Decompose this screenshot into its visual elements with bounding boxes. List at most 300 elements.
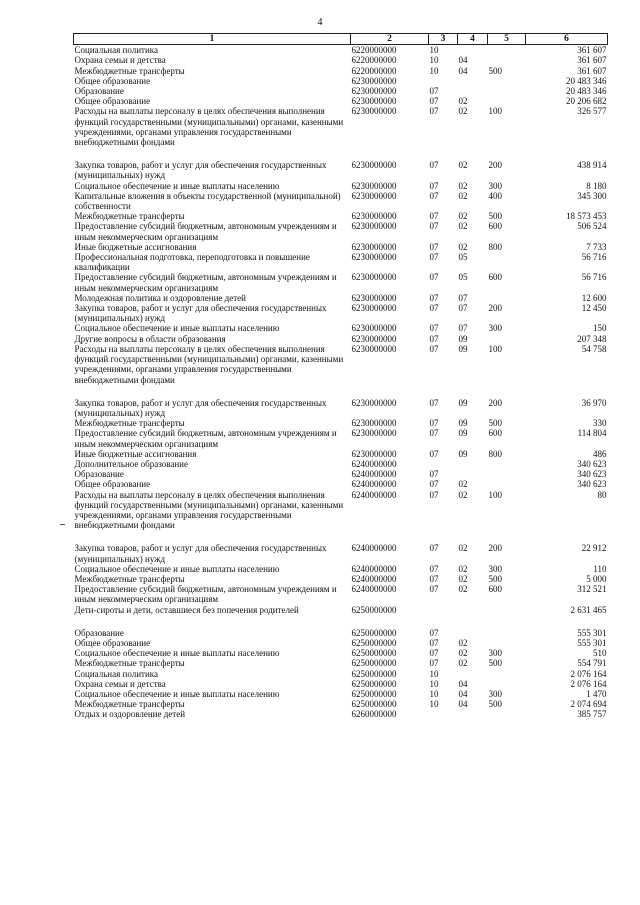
row-section: 10 bbox=[429, 55, 439, 66]
table-row bbox=[74, 574, 608, 584]
row-type: 300 bbox=[488, 688, 502, 699]
table-row bbox=[74, 242, 608, 252]
row-amount: 2 631 465 bbox=[570, 604, 607, 615]
table-row bbox=[74, 449, 608, 459]
row-name: Расходы на выплаты персоналу в целях обеспечения выполнения функций государственными (муниципальными) органами, казенными учреждениями, органами управления государственными внебюджетными фондами bbox=[74, 106, 344, 148]
row-amount: 7 733 bbox=[586, 241, 607, 252]
row-code: 6230000000 bbox=[351, 292, 397, 303]
row-code: 6240000000 bbox=[351, 584, 397, 595]
table-row bbox=[74, 293, 608, 303]
row-name: Социальное обеспечение и иные выплаты населению bbox=[74, 323, 280, 334]
table-row bbox=[74, 181, 608, 191]
table-row bbox=[74, 709, 608, 719]
row-name: Закупка товаров, работ и услуг для обеспечения государственных (муниципальных) нужд bbox=[74, 160, 327, 181]
row-name: Социальное обеспечение и иные выплаты населению bbox=[74, 563, 280, 574]
table-row bbox=[74, 628, 608, 638]
row-amount: 385 757 bbox=[577, 709, 607, 720]
row-name: Межбюджетные трансферты bbox=[74, 699, 185, 710]
row-name: Образование bbox=[74, 469, 124, 480]
row-name: Образование bbox=[74, 86, 124, 97]
table-row bbox=[74, 191, 608, 211]
row-subsection: 04 bbox=[458, 699, 468, 710]
row-name: Дополнительное образование bbox=[74, 458, 188, 469]
row-name: Социальная политика bbox=[74, 45, 158, 56]
row-code: 6230000000 bbox=[351, 333, 397, 344]
row-amount: 340 623 bbox=[577, 458, 607, 469]
row-subsection: 09 bbox=[458, 418, 468, 429]
table-row bbox=[74, 648, 608, 658]
row-code: 6240000000 bbox=[351, 458, 397, 469]
row-amount: 506 524 bbox=[577, 221, 607, 232]
table-row bbox=[74, 479, 608, 489]
row-subsection bbox=[458, 709, 488, 719]
row-subsection bbox=[458, 605, 488, 615]
table-row bbox=[74, 490, 608, 531]
row-name: Социальное обеспечение и иные выплаты населению bbox=[74, 688, 280, 699]
row-name: Общее образование bbox=[74, 637, 151, 648]
table-row bbox=[74, 272, 608, 292]
table-row bbox=[74, 96, 608, 106]
row-spacer bbox=[74, 530, 608, 543]
column-header-subsection: 4 bbox=[458, 34, 488, 45]
row-section: 07 bbox=[429, 658, 439, 669]
row-subsection: 09 bbox=[458, 343, 468, 354]
row-type bbox=[488, 469, 526, 479]
table-row bbox=[74, 76, 608, 86]
row-amount: 20 206 682 bbox=[566, 96, 607, 107]
row-section: 10 bbox=[429, 45, 439, 56]
row-subsection bbox=[458, 669, 488, 679]
header-row bbox=[74, 34, 608, 45]
table-row bbox=[74, 679, 608, 689]
row-code: 6230000000 bbox=[351, 106, 397, 117]
row-type bbox=[488, 669, 526, 679]
row-subsection bbox=[458, 86, 488, 96]
row-type: 500 bbox=[488, 658, 502, 669]
row-subsection: 02 bbox=[458, 211, 468, 222]
row-section: 07 bbox=[429, 221, 439, 232]
row-name: Общее образование bbox=[74, 479, 151, 490]
row-type bbox=[488, 459, 526, 469]
row-type: 500 bbox=[488, 418, 502, 429]
row-type: 500 bbox=[488, 211, 502, 222]
row-amount: 555 301 bbox=[577, 627, 607, 638]
row-type bbox=[488, 605, 526, 615]
table-row bbox=[74, 303, 608, 323]
row-subsection bbox=[458, 45, 488, 56]
row-name: Предоставление субсидий бюджетным, автономным учреждениям и иным некоммерческим организациям bbox=[74, 584, 337, 605]
row-type: 300 bbox=[488, 323, 502, 334]
row-section: 07 bbox=[429, 397, 439, 408]
row-subsection: 07 bbox=[458, 323, 468, 334]
table-row bbox=[74, 252, 608, 272]
row-type: 300 bbox=[488, 180, 502, 191]
row-section bbox=[429, 76, 458, 86]
row-subsection: 02 bbox=[458, 489, 468, 500]
row-type bbox=[488, 679, 526, 689]
row-code: 6240000000 bbox=[351, 573, 397, 584]
column-header-section: 3 bbox=[429, 34, 458, 45]
row-type: 300 bbox=[488, 648, 502, 659]
row-type: 100 bbox=[488, 489, 502, 500]
row-amount: 2 074 694 bbox=[570, 699, 607, 710]
row-amount: 36 970 bbox=[581, 397, 607, 408]
row-section: 07 bbox=[429, 211, 439, 222]
row-name: Отдых и оздоровление детей bbox=[74, 709, 186, 720]
row-amount: 555 301 bbox=[577, 637, 607, 648]
row-amount: 80 bbox=[597, 489, 607, 500]
row-amount: 18 573 453 bbox=[566, 211, 607, 222]
row-amount: 554 791 bbox=[577, 658, 607, 669]
table-row bbox=[74, 344, 608, 385]
row-section: 07 bbox=[429, 323, 439, 334]
table-row bbox=[74, 428, 608, 448]
row-section: 07 bbox=[429, 418, 439, 429]
table-row bbox=[74, 323, 608, 333]
row-amount: 110 bbox=[593, 563, 607, 574]
table-row bbox=[74, 211, 608, 221]
row-amount: 2 076 164 bbox=[570, 678, 607, 689]
table-row bbox=[74, 469, 608, 479]
row-code: 6220000000 bbox=[351, 45, 397, 56]
row-type: 800 bbox=[488, 448, 502, 459]
row-name: Общее образование bbox=[74, 96, 151, 107]
row-code: 6230000000 bbox=[351, 211, 397, 222]
row-name: Социальное обеспечение и иные выплаты населению bbox=[74, 180, 280, 191]
row-section: 07 bbox=[429, 303, 439, 314]
row-amount: 12 600 bbox=[581, 292, 607, 303]
budget-table bbox=[73, 33, 608, 720]
row-name: Социальная политика bbox=[74, 668, 158, 679]
row-type: 100 bbox=[488, 343, 502, 354]
row-amount: 20 483 346 bbox=[566, 86, 607, 97]
row-type: 800 bbox=[488, 241, 502, 252]
row-type bbox=[488, 479, 526, 489]
row-name: Закупка товаров, работ и услуг для обеспечения государственных (муниципальных) нужд bbox=[74, 303, 327, 324]
row-amount: 486 bbox=[593, 448, 607, 459]
row-subsection bbox=[458, 459, 488, 469]
table-row bbox=[74, 66, 608, 76]
row-name: Профессиональная подготовка, переподготовка и повышение квалификации bbox=[74, 252, 310, 273]
row-type: 200 bbox=[488, 303, 502, 314]
row-type bbox=[488, 293, 526, 303]
row-section: 07 bbox=[429, 479, 439, 490]
row-code: 6230000000 bbox=[351, 86, 397, 97]
row-name: Межбюджетные трансферты bbox=[74, 211, 185, 222]
row-code: 6250000000 bbox=[351, 658, 397, 669]
row-section: 07 bbox=[429, 637, 439, 648]
row-spacer-cell bbox=[74, 615, 608, 628]
row-amount: 20 483 346 bbox=[566, 75, 607, 86]
row-section: 07 bbox=[429, 333, 439, 344]
row-name: Иные бюджетные ассигнования bbox=[74, 448, 197, 459]
row-subsection: 04 bbox=[458, 55, 468, 66]
row-type bbox=[488, 45, 526, 56]
row-amount: 312 521 bbox=[577, 584, 607, 595]
table-row bbox=[74, 699, 608, 709]
row-type: 500 bbox=[488, 573, 502, 584]
row-spacer bbox=[74, 385, 608, 398]
row-code: 6230000000 bbox=[351, 448, 397, 459]
row-amount: 150 bbox=[593, 323, 607, 334]
row-code: 6230000000 bbox=[351, 428, 397, 439]
row-type bbox=[488, 76, 526, 86]
row-section: 07 bbox=[429, 543, 439, 554]
table-row bbox=[74, 160, 608, 180]
row-amount: 438 914 bbox=[577, 160, 607, 171]
row-name: Закупка товаров, работ и услуг для обеспечения государственных (муниципальных) нужд bbox=[74, 543, 327, 564]
row-name: Иные бюджетные ассигнования bbox=[74, 241, 197, 252]
page-number: 4 bbox=[317, 17, 323, 28]
row-code: 6260000000 bbox=[351, 709, 397, 720]
row-code: 6230000000 bbox=[351, 397, 397, 408]
row-section: 07 bbox=[429, 160, 439, 171]
row-subsection: 02 bbox=[458, 543, 468, 554]
row-name: Социальное обеспечение и иные выплаты населению bbox=[74, 648, 280, 659]
row-section bbox=[429, 605, 458, 615]
row-type: 200 bbox=[488, 543, 502, 554]
row-amount: 2 076 164 bbox=[570, 668, 607, 679]
row-code: 6230000000 bbox=[351, 96, 397, 107]
row-code: 6250000000 bbox=[351, 648, 397, 659]
row-amount: 340 623 bbox=[577, 479, 607, 490]
row-name: Межбюджетные трансферты bbox=[74, 65, 185, 76]
row-section: 10 bbox=[429, 65, 439, 76]
table-header bbox=[74, 34, 608, 45]
row-type: 600 bbox=[488, 272, 502, 283]
row-type bbox=[488, 638, 526, 648]
row-type: 600 bbox=[488, 428, 502, 439]
row-subsection: 09 bbox=[458, 333, 468, 344]
row-code: 6230000000 bbox=[351, 221, 397, 232]
table-row bbox=[74, 669, 608, 679]
row-subsection: 05 bbox=[458, 272, 468, 283]
row-code: 6240000000 bbox=[351, 563, 397, 574]
table-row bbox=[74, 459, 608, 469]
table-row bbox=[74, 418, 608, 428]
table-row bbox=[74, 106, 608, 147]
row-name: Охрана семьи и детства bbox=[74, 55, 166, 66]
row-amount: 56 716 bbox=[581, 252, 607, 263]
row-subsection bbox=[458, 469, 488, 479]
table-row bbox=[74, 221, 608, 241]
row-type bbox=[488, 709, 526, 719]
row-type: 200 bbox=[488, 397, 502, 408]
row-name: Расходы на выплаты персоналу в целях обеспечения выполнения функций государственными (муниципальными) органами, казенными учреждениями, органами управления государственными внебюджетными фондами bbox=[74, 343, 344, 385]
row-section bbox=[429, 459, 458, 469]
row-subsection: 07 bbox=[458, 292, 468, 303]
table-row bbox=[74, 689, 608, 699]
row-section: 07 bbox=[429, 96, 439, 107]
row-subsection: 02 bbox=[458, 584, 468, 595]
row-type bbox=[488, 628, 526, 638]
row-code: 6220000000 bbox=[351, 55, 397, 66]
column-header-type: 5 bbox=[488, 34, 526, 45]
row-code: 6230000000 bbox=[351, 323, 397, 334]
row-amount: 345 300 bbox=[577, 190, 607, 201]
row-section: 10 bbox=[429, 699, 439, 710]
row-code: 6250000000 bbox=[351, 627, 397, 638]
row-name: Предоставление субсидий бюджетным, автономным учреждениям и иным некоммерческим организациям bbox=[74, 272, 337, 293]
row-code: 6240000000 bbox=[351, 469, 397, 480]
row-subsection: 02 bbox=[458, 190, 468, 201]
row-type: 300 bbox=[488, 563, 502, 574]
table-row bbox=[74, 55, 608, 65]
table-row bbox=[74, 543, 608, 563]
column-header-name: 1 bbox=[74, 34, 351, 45]
row-section: 10 bbox=[429, 668, 439, 679]
row-section: 10 bbox=[429, 678, 439, 689]
row-spacer bbox=[74, 147, 608, 160]
row-subsection: 02 bbox=[458, 479, 468, 490]
row-amount: 330 bbox=[593, 418, 607, 429]
row-type bbox=[488, 252, 526, 272]
row-code: 6250000000 bbox=[351, 668, 397, 679]
row-code: 6230000000 bbox=[351, 180, 397, 191]
row-amount: 8 180 bbox=[586, 180, 607, 191]
row-subsection: 02 bbox=[458, 106, 468, 117]
table-row bbox=[74, 658, 608, 668]
row-amount: 326 577 bbox=[577, 106, 607, 117]
row-section: 07 bbox=[429, 190, 439, 201]
row-section: 07 bbox=[429, 428, 439, 439]
row-amount: 1 470 bbox=[586, 688, 607, 699]
row-code: 6230000000 bbox=[351, 252, 397, 263]
row-section: 07 bbox=[429, 292, 439, 303]
row-type bbox=[488, 334, 526, 344]
row-subsection: 07 bbox=[458, 303, 468, 314]
row-subsection: 02 bbox=[458, 637, 468, 648]
row-type: 100 bbox=[488, 106, 502, 117]
row-name: Дети-сироты и дети, оставшиеся без попечения родителей bbox=[74, 604, 299, 615]
row-name: Общее образование bbox=[74, 75, 151, 86]
row-spacer bbox=[74, 615, 608, 628]
row-amount: 207 348 bbox=[577, 333, 607, 344]
table-body bbox=[74, 45, 608, 720]
row-code: 6230000000 bbox=[351, 241, 397, 252]
row-name: Молодежная политика и оздоровление детей bbox=[74, 292, 246, 303]
row-subsection: 02 bbox=[458, 180, 468, 191]
table-row bbox=[74, 564, 608, 574]
table-row bbox=[74, 584, 608, 604]
row-section: 07 bbox=[429, 469, 439, 480]
table-row bbox=[74, 605, 608, 615]
row-subsection bbox=[458, 76, 488, 86]
row-section: 07 bbox=[429, 573, 439, 584]
row-subsection: 09 bbox=[458, 397, 468, 408]
row-section: 07 bbox=[429, 252, 439, 263]
row-type: 500 bbox=[488, 699, 502, 710]
row-code: 6230000000 bbox=[351, 418, 397, 429]
row-subsection: 02 bbox=[458, 160, 468, 171]
table-row bbox=[74, 45, 608, 56]
row-subsection: 02 bbox=[458, 573, 468, 584]
row-amount: 114 804 bbox=[577, 428, 607, 439]
row-name: Межбюджетные трансферты bbox=[74, 573, 185, 584]
row-section bbox=[429, 709, 458, 719]
table-row bbox=[74, 638, 608, 648]
row-spacer-cell bbox=[74, 385, 608, 398]
column-header-amount: 6 bbox=[526, 34, 608, 45]
row-name: Межбюджетные трансферты bbox=[74, 418, 185, 429]
row-code: 6230000000 bbox=[351, 272, 397, 283]
column-header-code: 2 bbox=[351, 34, 429, 45]
row-type bbox=[488, 96, 526, 106]
row-section: 07 bbox=[429, 343, 439, 354]
row-code: 6230000000 bbox=[351, 75, 397, 86]
row-name: Образование bbox=[74, 627, 124, 638]
row-code: 6240000000 bbox=[351, 489, 397, 500]
row-type: 200 bbox=[488, 160, 502, 171]
row-code: 6250000000 bbox=[351, 604, 397, 615]
row-section: 07 bbox=[429, 180, 439, 191]
row-section: 07 bbox=[429, 584, 439, 595]
row-code: 6250000000 bbox=[351, 637, 397, 648]
row-subsection: 09 bbox=[458, 448, 468, 459]
row-code: 6250000000 bbox=[351, 699, 397, 710]
row-code: 6230000000 bbox=[351, 343, 397, 354]
row-subsection: 02 bbox=[458, 221, 468, 232]
row-subsection bbox=[458, 628, 488, 638]
row-amount: 361 607 bbox=[577, 45, 607, 56]
row-amount: 340 623 bbox=[577, 469, 607, 480]
row-subsection: 05 bbox=[458, 252, 468, 263]
row-section: 07 bbox=[429, 627, 439, 638]
row-code: 6230000000 bbox=[351, 190, 397, 201]
row-code: 6230000000 bbox=[351, 303, 397, 314]
row-name: Закупка товаров, работ и услуг для обеспечения государственных (муниципальных) нужд bbox=[74, 397, 327, 418]
margin-mark bbox=[60, 524, 65, 525]
row-spacer-cell bbox=[74, 147, 608, 160]
row-section: 07 bbox=[429, 86, 439, 97]
row-amount: 5 000 bbox=[586, 573, 607, 584]
table-row bbox=[74, 86, 608, 96]
row-section: 07 bbox=[429, 106, 439, 117]
row-section: 07 bbox=[429, 563, 439, 574]
row-code: 6250000000 bbox=[351, 688, 397, 699]
row-section: 07 bbox=[429, 648, 439, 659]
row-name: Межбюджетные трансферты bbox=[74, 658, 185, 669]
row-type bbox=[488, 55, 526, 65]
row-type: 400 bbox=[488, 190, 502, 201]
row-name: Охрана семьи и детства bbox=[74, 678, 166, 689]
row-name: Другие вопросы в области образования bbox=[74, 333, 226, 344]
row-code: 6230000000 bbox=[351, 160, 397, 171]
row-name: Предоставление субсидий бюджетным, автономным учреждениям и иным некоммерческим организациям bbox=[74, 221, 337, 242]
row-spacer-cell bbox=[74, 530, 608, 543]
row-amount: 56 716 bbox=[581, 272, 607, 283]
row-code: 6250000000 bbox=[351, 678, 397, 689]
row-section: 10 bbox=[429, 688, 439, 699]
row-subsection: 02 bbox=[458, 648, 468, 659]
row-amount: 54 758 bbox=[581, 343, 607, 354]
row-section: 07 bbox=[429, 272, 439, 283]
row-name: Расходы на выплаты персоналу в целях обеспечения выполнения функций государственными (муниципальными) органами, казенными учреждениями, органами управления государственными внебюджетными фондами bbox=[74, 489, 344, 531]
row-subsection: 02 bbox=[458, 658, 468, 669]
row-type bbox=[488, 86, 526, 96]
row-code: 6240000000 bbox=[351, 543, 397, 554]
row-amount: 22 912 bbox=[581, 543, 607, 554]
row-name: Предоставление субсидий бюджетным, автономным учреждениям и иным некоммерческим организациям bbox=[74, 428, 337, 449]
row-code: 6220000000 bbox=[351, 65, 397, 76]
row-amount: 510 bbox=[593, 648, 607, 659]
row-type: 600 bbox=[488, 584, 502, 595]
row-subsection: 02 bbox=[458, 96, 468, 107]
row-subsection: 02 bbox=[458, 241, 468, 252]
row-amount: 361 607 bbox=[577, 65, 607, 76]
table-row bbox=[74, 334, 608, 344]
row-section: 07 bbox=[429, 448, 439, 459]
